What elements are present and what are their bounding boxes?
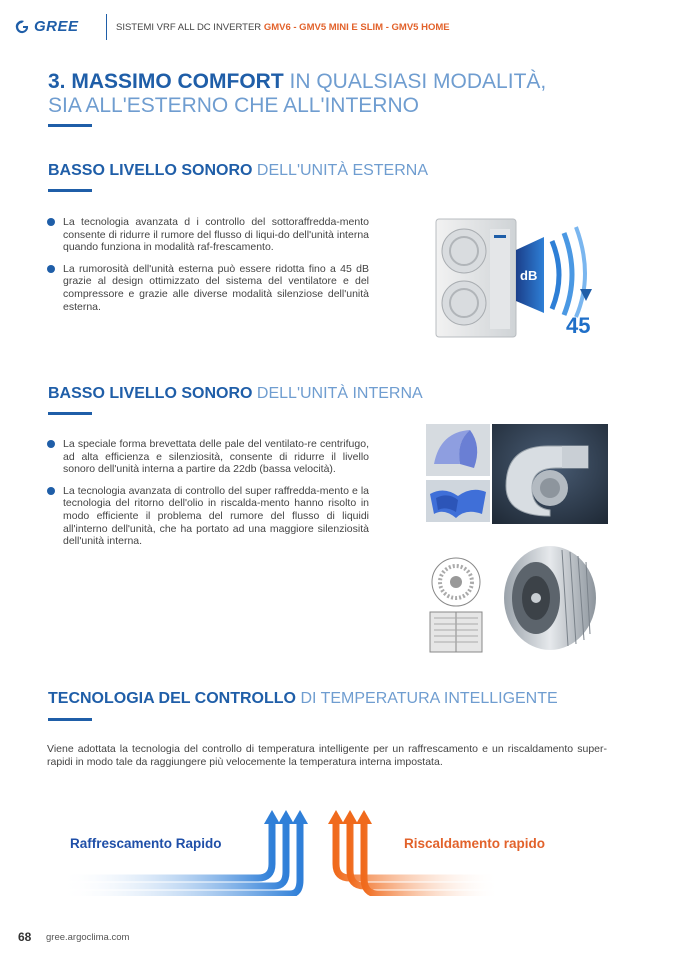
bullet-dot-icon xyxy=(47,265,55,273)
section3-paragraph: Viene adottata la tecnologia del controllo di temperatura intelligente per un raffrescamento e un riscaldamento super-rapidi in modo tale da raggiungere più velocemente la temperatura interna impostata. xyxy=(47,743,607,768)
section3-heading-bold: TECNOLOGIA DEL CONTROLLO xyxy=(48,690,296,707)
db-unit-label: dB xyxy=(520,268,538,283)
bullet-dot-icon xyxy=(47,487,55,495)
title-line2: SIA ALL'ESTERNO CHE ALL'INTERNO xyxy=(48,94,419,117)
header-models: GMV6 - GMV5 MINI E SLIM - GMV5 HOME xyxy=(263,22,450,33)
list-item: La tecnologia avanzata di controllo del super raffredda-mento e la tecnologia del ritorno dell'olio in riscalda-mento hanno risolto in modo efficiente il problema del rumore del flusso di liquidi all'interno dell'unità, che ha portato ad una maggiore silenziosità dell'unità interna. xyxy=(47,485,369,548)
list-item: La speciale forma brevettata delle pale del ventilato-re centrifugo, ad alta efficienza e silenziosità, consente di ridurre il livello sonoro dell'unità interna a partire da 22db (bassa velocità). xyxy=(47,438,369,476)
logo-text: GREE xyxy=(34,18,79,35)
section1-underline xyxy=(48,189,92,192)
title-underline xyxy=(48,124,92,127)
page-title xyxy=(48,70,648,118)
cooling-heating-graphic xyxy=(60,808,500,896)
section2-heading-light: DELL'UNITÀ INTERNA xyxy=(252,385,423,402)
section2-underline xyxy=(48,412,92,415)
section1-heading-bold: BASSO LIVELLO SONORO xyxy=(48,162,253,179)
bullet-dot-icon xyxy=(47,440,55,448)
page-header xyxy=(0,0,678,50)
section2-bullets xyxy=(47,438,369,557)
list-item: La tecnologia avanzata d i controllo del sottoraffredda-mento consente di ridurre il rumore del flusso di liqui-do dell'unità interna quando funziona in modalità raf-frescamento. xyxy=(47,216,369,254)
db-value: 45 xyxy=(566,313,591,338)
fan-housing-image xyxy=(492,424,608,524)
footer-url: gree.argoclima.com xyxy=(46,932,130,943)
section3-heading-light: DI TEMPERATURA INTELLIGENTE xyxy=(296,690,558,707)
header-lead: SISTEMI VRF ALL DC INVERTER xyxy=(116,22,264,33)
section3-heading xyxy=(48,690,558,708)
bullet-dot-icon xyxy=(47,218,55,226)
fan-blade-image-1 xyxy=(426,424,490,476)
centrifugal-wheel-image xyxy=(492,536,608,660)
impeller-diagram xyxy=(426,552,490,656)
section1-heading-light: DELL'UNITÀ ESTERNA xyxy=(252,162,429,179)
title-rest: IN QUALSIASI MODALITÀ, xyxy=(283,70,547,93)
outdoor-unit-illustration xyxy=(428,205,618,345)
gree-swoosh-icon xyxy=(14,19,30,35)
gree-logo xyxy=(14,18,79,35)
section3-underline xyxy=(48,718,92,721)
header-title xyxy=(116,22,450,33)
section2-heading-bold: BASSO LIVELLO SONORO xyxy=(48,385,253,402)
cooling-label: Raffrescamento Rapido xyxy=(70,836,222,851)
list-item: La rumorosità dell'unità esterna può essere ridotta fino a 45 dB grazie al design ottimizzato del sistema del ventilatore e del compressore e grazie alle diverse modalità silenziose dell'unità esterna. xyxy=(47,263,369,313)
fan-blade-image-2 xyxy=(426,480,490,522)
header-divider xyxy=(106,14,107,40)
title-bold: 3. MASSIMO COMFORT xyxy=(48,70,284,93)
section1-bullets xyxy=(47,216,369,322)
heating-label: Riscaldamento rapido xyxy=(404,836,546,851)
section1-heading xyxy=(48,162,428,180)
section2-heading xyxy=(48,385,423,403)
page-number: 68 xyxy=(18,930,32,944)
